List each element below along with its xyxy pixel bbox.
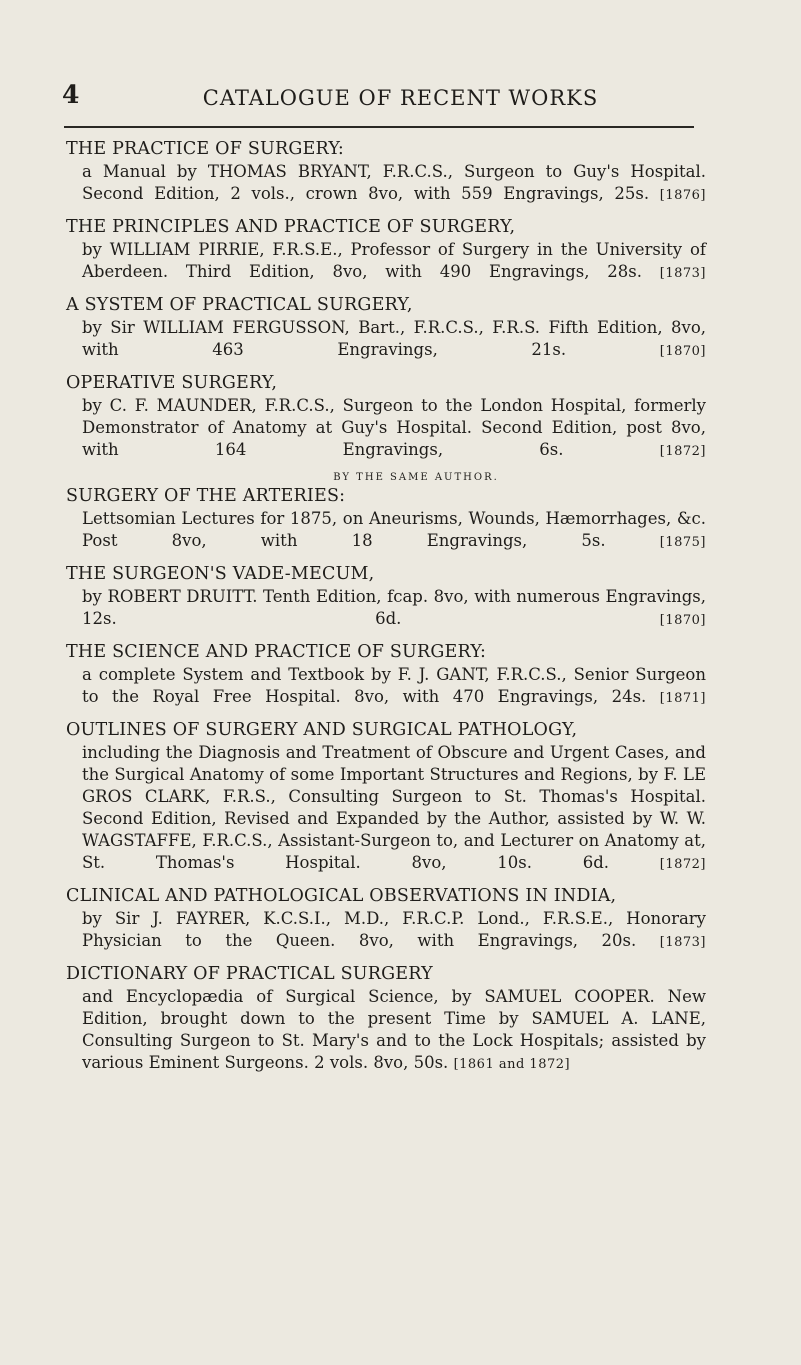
- entry-year: [1872]: [659, 444, 706, 459]
- entry-title: A SYSTEM OF PRACTICAL SURGERY,: [66, 295, 413, 315]
- entry-title: DICTIONARY OF PRACTICAL SURGERY: [66, 964, 433, 984]
- entry-description: [66, 161, 706, 207]
- entry-text: Lettsomian Lectures for 1875, on Aneurisms, Wounds, Hæmorrhages, &c. Post 8vo, with 18 Engravings, 5s.: [82, 509, 706, 550]
- entry-year: [1876]: [659, 188, 706, 203]
- catalogue-entry: [66, 963, 706, 1076]
- catalogue-entry: [66, 216, 706, 285]
- entry-description: [66, 508, 706, 554]
- entry-description: [66, 742, 706, 876]
- entry-description: [66, 317, 706, 363]
- entry-title: THE SCIENCE AND PRACTICE OF SURGERY:: [66, 642, 487, 662]
- entry-description: [66, 986, 706, 1076]
- entry-title: SURGERY OF THE ARTERIES:: [66, 486, 346, 506]
- entry-description: [66, 908, 706, 954]
- entry-text: by Sir WILLIAM FERGUSSON, Bart., F.R.C.S., F.R.S. Fifth Edition, 8vo, with 463 Engravings, 21s.: [82, 318, 706, 359]
- entry-text: by Sir J. FAYRER, K.C.S.I., M.D., F.R.C.P. Lond., F.R.S.E., Honorary Physician to the Queen. 8vo, with Engravings, 20s.: [82, 909, 706, 950]
- entry-title: THE SURGEON'S VADE-MECUM,: [66, 564, 375, 584]
- entry-year: [1870]: [659, 613, 706, 628]
- entry-description: [66, 395, 706, 463]
- catalogue-entries: [66, 138, 706, 1085]
- entry-description: [66, 586, 706, 632]
- entry-year: [1875]: [659, 535, 706, 550]
- catalogue-entry: [66, 138, 706, 207]
- catalogue-entry: [66, 563, 706, 632]
- entry-year: [1872]: [659, 857, 706, 872]
- catalogue-entry: [66, 719, 706, 876]
- entry-text: by WILLIAM PIRRIE, F.R.S.E., Professor of Surgery in the University of Aberdeen. Third Edition, 8vo, with 490 Engravings, 28s.: [82, 240, 706, 281]
- entry-text: by C. F. MAUNDER, F.R.C.S., Surgeon to the London Hospital, formerly Demonstrator of Anatomy at Guy's Hospital. Second Edition, post 8vo, with 164 Engravings, 6s.: [82, 396, 706, 459]
- entry-description: [66, 664, 706, 710]
- entry-description: [66, 239, 706, 285]
- header-rule: [64, 126, 694, 128]
- entry-year: [1873]: [659, 935, 706, 950]
- entry-text: a complete System and Textbook by F. J. GANT, F.R.C.S., Senior Surgeon to the Royal Free Hospital. 8vo, with 470 Engravings, 24s.: [82, 665, 706, 706]
- catalogue-entry: [66, 641, 706, 710]
- catalogue-entry: [66, 472, 706, 554]
- entry-year: [1870]: [659, 344, 706, 359]
- catalogue-entry: [66, 885, 706, 954]
- entry-text: including the Diagnosis and Treatment of Obscure and Urgent Cases, and the Surgical Anatomy of some Important Structures and Regions, by F. LE GROS CLARK, F.R.S., Consulting Surgeon to St. Thomas's Hospital. Second Edition, Revised and Expanded by the Author, assisted by W. W. WAGSTAFFE, F.R.C.S., Assistant-Surgeon to, and Lecturer on Anatomy at, St. Thomas's Hospital. 8vo, 10s. 6d.: [82, 743, 706, 872]
- running-head: CATALOGUE OF RECENT WORKS: [202, 86, 599, 110]
- entry-byline: BY THE SAME AUTHOR.: [333, 472, 499, 483]
- entry-title: OUTLINES OF SURGERY AND SURGICAL PATHOLOGY,: [66, 720, 578, 740]
- entry-title: CLINICAL AND PATHOLOGICAL OBSERVATIONS IN INDIA,: [66, 886, 617, 906]
- catalogue-entry: [66, 372, 706, 463]
- entry-title: THE PRACTICE OF SURGERY:: [66, 139, 345, 159]
- entry-year: [1861 and 1872]: [453, 1057, 571, 1072]
- page-number: 4: [62, 80, 80, 109]
- catalogue-entry: [66, 294, 706, 363]
- entry-title: OPERATIVE SURGERY,: [66, 373, 278, 393]
- entry-text: by ROBERT DRUITT. Tenth Edition, fcap. 8vo, with numerous Engravings, 12s. 6d.: [82, 587, 706, 628]
- entry-year: [1871]: [659, 691, 706, 706]
- entry-text: a Manual by THOMAS BRYANT, F.R.C.S., Surgeon to Guy's Hospital. Second Edition, 2 vols., crown 8vo, with 559 Engravings, 25s.: [82, 162, 706, 203]
- entry-title: THE PRINCIPLES AND PRACTICE OF SURGERY,: [66, 217, 516, 237]
- entry-year: [1873]: [659, 266, 706, 281]
- entry-text: and Encyclopædia of Surgical Science, by SAMUEL COOPER. New Edition, brought down to the present Time by SAMUEL A. LANE, Consulting Surgeon to St. Mary's and to the Lock Hospitals; assisted by various Eminent Surgeons. 2 vols. 8vo, 50s.: [82, 987, 706, 1072]
